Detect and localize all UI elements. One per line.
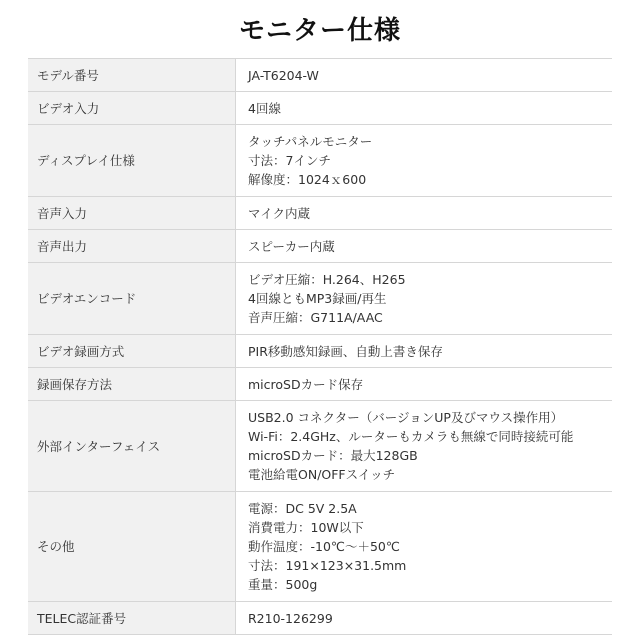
- page-title: モニター仕様: [238, 16, 401, 46]
- value-line: 消費電力：10W以下: [248, 520, 364, 535]
- table-row: [28, 197, 612, 230]
- value-line: JA-T6204-W: [248, 67, 319, 83]
- value-line: 解像度：1024ｘ600: [248, 172, 367, 187]
- value-line: 動作温度：-10℃～＋50℃: [248, 539, 400, 554]
- value-line: microSDカード：最大128GB: [248, 448, 418, 463]
- table-row: [28, 125, 612, 197]
- row-value: [236, 263, 613, 335]
- table-row: [28, 263, 612, 335]
- row-label: ビデオ入力: [28, 92, 236, 125]
- row-value: [236, 401, 613, 492]
- table-row: [28, 92, 612, 125]
- value-line: 寸法：7インチ: [248, 153, 331, 168]
- value-line: Wi-Fi：2.4GHz、ルーターもカメラも無線で同時接続可能: [248, 429, 574, 444]
- value-line: 電源：DC 5V 2.5A: [248, 501, 357, 516]
- row-value: [236, 125, 613, 197]
- table-row: [28, 368, 612, 401]
- value-line: USB2.0 コネクター（バージョンUP及びマウス操作用）: [248, 410, 564, 425]
- value-line: マイク内蔵: [248, 205, 311, 221]
- row-value: [236, 230, 613, 263]
- row-label: その他: [28, 492, 236, 602]
- value-line: 4回線: [248, 100, 281, 116]
- row-value: [236, 92, 613, 125]
- row-value: [236, 492, 613, 602]
- table-row: [28, 492, 612, 602]
- row-label: 録画保存方法: [28, 368, 236, 401]
- row-value: [236, 335, 613, 368]
- row-value: [236, 602, 613, 635]
- row-value: [236, 197, 613, 230]
- value-line: PIR移動感知録画、自動上書き保存: [248, 343, 443, 359]
- table-row: [28, 335, 612, 368]
- row-label: 外部インターフェイス: [28, 401, 236, 492]
- value-line: タッチパネルモニター: [248, 134, 373, 149]
- table-row: [28, 602, 612, 635]
- row-label: 音声出力: [28, 230, 236, 263]
- row-value: [236, 368, 613, 401]
- row-label: ディスプレイ仕様: [28, 125, 236, 197]
- value-line: R210-126299: [248, 610, 333, 626]
- row-value: [236, 59, 613, 92]
- value-line: 重量：500g: [248, 577, 318, 592]
- table-row: [28, 230, 612, 263]
- row-label: モデル番号: [28, 59, 236, 92]
- row-label: 音声入力: [28, 197, 236, 230]
- row-label: ビデオエンコード: [28, 263, 236, 335]
- value-line: 音声圧縮：G711A/AAC: [248, 310, 383, 325]
- value-line: 電池給電ON/OFFスイッチ: [248, 467, 396, 482]
- value-line: microSDカード保存: [248, 376, 364, 392]
- row-label: TELEC認証番号: [28, 602, 236, 635]
- value-line: 4回線ともMP3録画/再生: [248, 291, 387, 306]
- table-row: [28, 401, 612, 492]
- value-line: ビデオ圧縮：H.264、H265: [248, 272, 406, 287]
- spec-table: [28, 58, 612, 635]
- table-row: [28, 59, 612, 92]
- value-line: スピーカー内蔵: [248, 238, 335, 254]
- value-line: 寸法：191×123×31.5mm: [248, 558, 407, 573]
- row-label: ビデオ録画方式: [28, 335, 236, 368]
